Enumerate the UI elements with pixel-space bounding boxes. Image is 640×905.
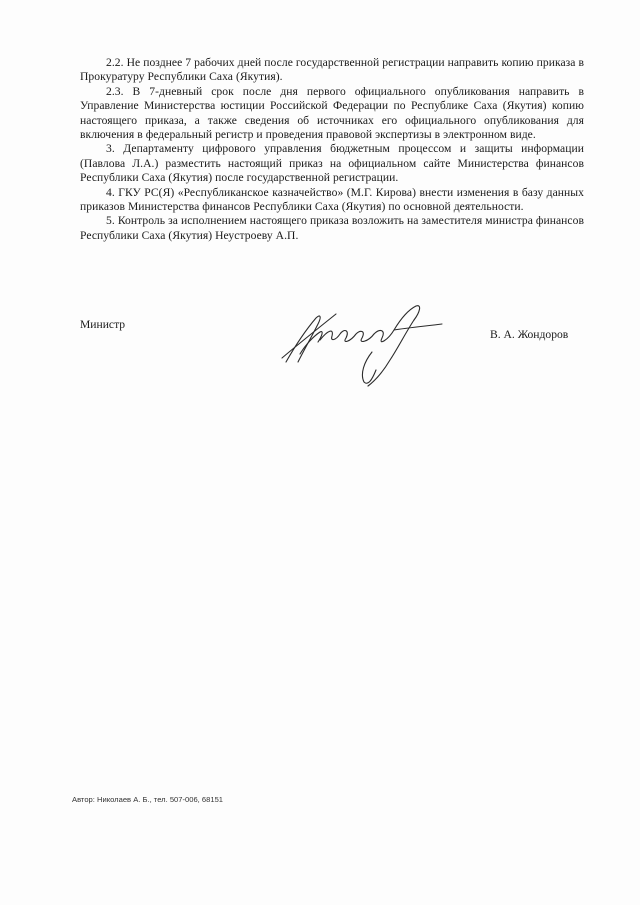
- paragraph-2-2: 2.2. Не позднее 7 рабочих дней после государственной регистрации направить копию приказа в Прокуратуру Республики Саха (Якутия).: [80, 56, 584, 84]
- minister-title: Министр: [80, 318, 126, 331]
- handwritten-signature: [276, 300, 446, 390]
- paragraph-5: 5. Контроль за исполнением настоящего приказа возложить на заместителя министра финансов Республики Саха (Якутия) Неустроеву А.П.: [80, 214, 584, 242]
- minister-name: В. А. Жондоров: [490, 328, 569, 341]
- signature-block: [0, 0, 640, 400]
- paragraph-2-3: 2.3. В 7-дневный срок после дня первого официального опубликования направить в Управление Министерства юстиции Российской Федерации по Республике Саха (Якутия) копию настоящего приказа, а также сведения об источниках его официального опубликования для включения в федеральный регистр и проведения правовой экспертизы в электронном виде.: [80, 84, 584, 142]
- author-footer: Автор: Николаев А. Б., тел. 507-006, 68151: [72, 795, 224, 804]
- paragraph-4: 4. ГКУ РС(Я) «Республиканское казначейство» (М.Г. Кирова) внести изменения в базу данных приказов Министерства финансов Республики Саха (Якутия) по основной деятельности.: [80, 185, 584, 214]
- paragraph-3: 3. Департаменту цифрового управления бюджетным процессом и защиты информации (Павлова Л.А.) разместить настоящий приказ на официальном сайте Министерства финансов Республики Саха (Якутия) после государственной регистрации.: [80, 142, 584, 185]
